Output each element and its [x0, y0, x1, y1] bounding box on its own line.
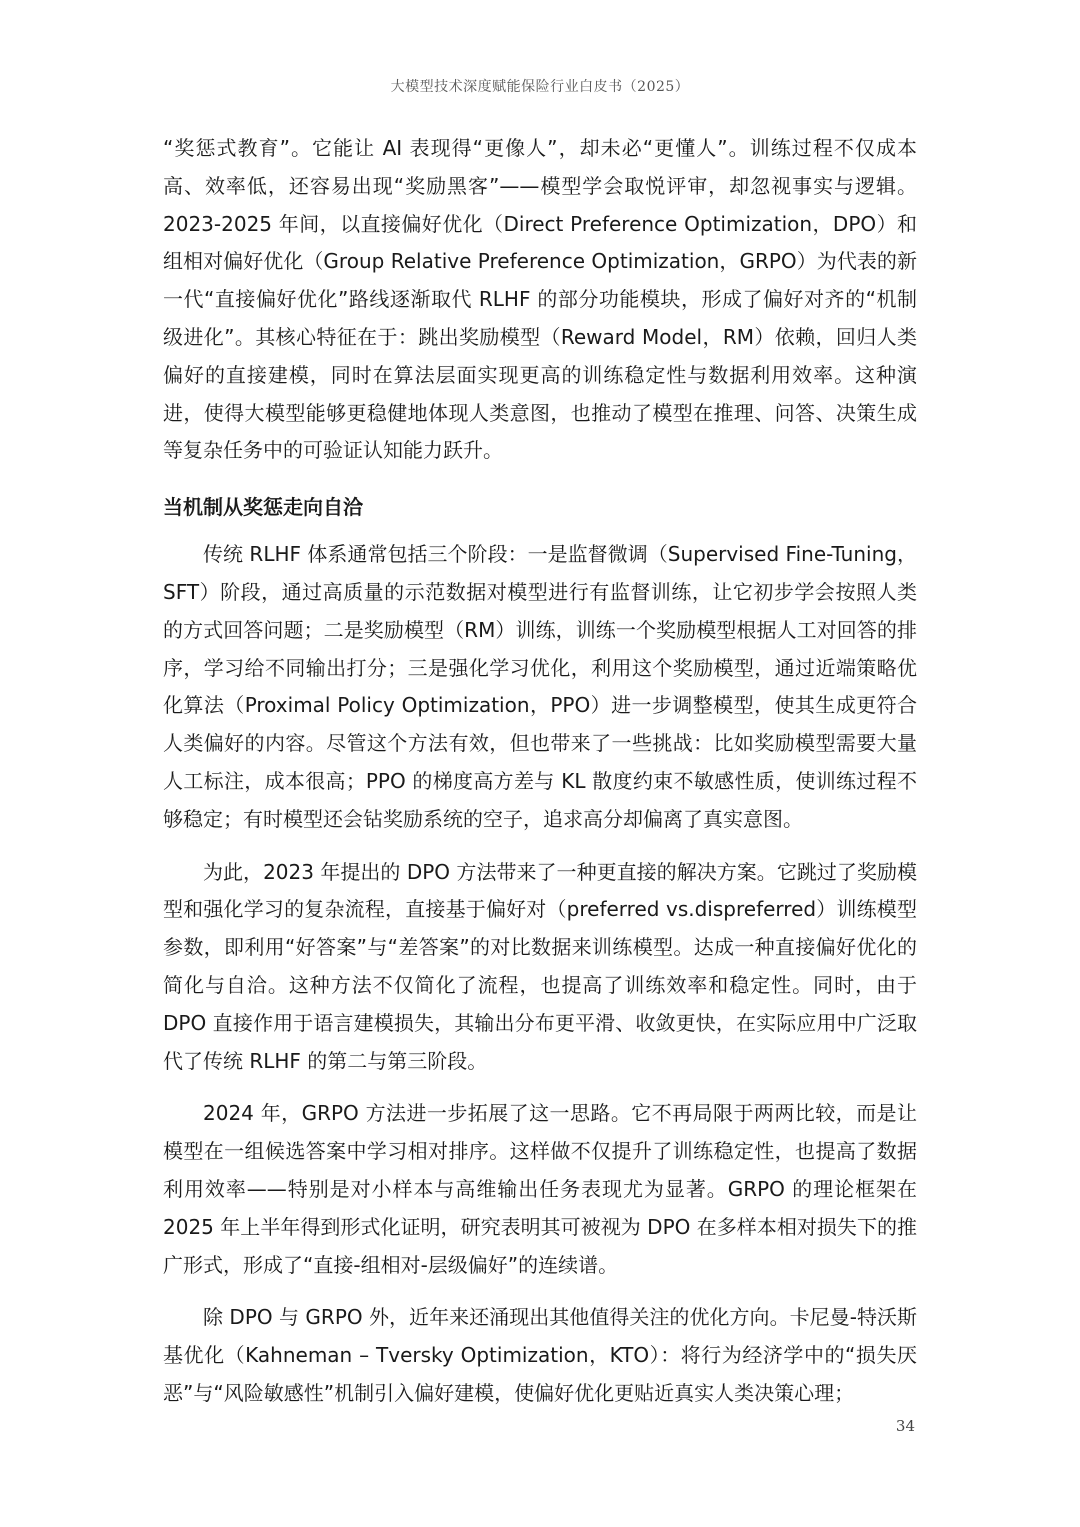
page-number: 34 — [895, 1417, 915, 1435]
paragraph-other-methods: 除 DPO 与 GRPO 外，近年来还涌现出其他值得关注的优化方向。卡尼曼-特沃斯基优化（Kahneman – Tversky Optimization，KTO）：将行为经济学中的“损失厌恶”与“风险敏感性”机制引入偏好建模，使偏好优化更贴近真实人类决策心理； — [163, 1305, 917, 1405]
section-heading: 当机制从奖惩走向自洽 — [163, 495, 363, 520]
paragraph-rlhf: 传统 RLHF 体系通常包括三个阶段：一是监督微调（Supervised Fine-Tuning，SFT）阶段，通过高质量的示范数据对模型进行有监督训练，让它初步学会按照人类的方式回答问题；二是奖励模型（RM）训练，训练一个奖励模型根据人工对回答的排序，学习给不同输出打分；三是强化学习优化，利用这个奖励模型，通过近端策略优化算法（Proximal Policy Optimization，PPO）进一步调整模型，使其生成更符合人类偏好的内容。尽管这个方法有效，但也带来了一些挑战：比如奖励模型需要大量人工标注，成本很高；PPO 的梯度高方差与 KL 散度约束不敏感性质，使训练过程不够稳定；有时模型还会钻奖励系统的空子，追求高分却偏离了真实意图。 — [163, 542, 917, 831]
running-header: 大模型技术深度赋能保险行业白皮书（2025） — [390, 79, 690, 95]
paragraph-grpo: 2024 年，GRPO 方法进一步拓展了这一思路。它不再局限于两两比较，而是让模型在一组候选答案中学习相对排序。这样做不仅提升了训练稳定性，也提高了数据利用效率——特别是对小样本与高维输出任务表现尤为显著。GRPO 的理论框架在 2025 年上半年得到形式化证明，研究表明其可被视为 DPO 在多样本相对损失下的推广形式，形成了“直接-组相对-层级偏好”的连续谱。 — [163, 1101, 917, 1277]
body-text — [163, 130, 917, 1413]
paragraph-dpo: 为此，2023 年提出的 DPO 方法带来了一种更直接的解决方案。它跳过了奖励模型和强化学习的复杂流程，直接基于偏好对（preferred vs.dispreferred）训练模型参数，即利用“好答案”与“差答案”的对比数据来训练模型。达成一种直接偏好优化的简化与自洽。这种方法不仅简化了流程，也提高了训练效率和稳定性。同时，由于 DPO 直接作用于语言建模损失，其输出分布更平滑、收敛更快，在实际应用中广泛取代了传统 RLHF 的第二与第三阶段。 — [163, 859, 917, 1073]
paragraph-intro: “奖惩式教育”。它能让 AI 表现得“更像人”，却未必“更懂人”。训练过程不仅成本高、效率低，还容易出现“奖励黑客”——模型学会取悦评审，却忽视事实与逻辑。2023-2025 年间，以直接偏好优化（Direct Preference Optimization，DPO）和组相对偏好优化（Group Relative Preference Optimization，GRPO）为代表的新一代“直接偏好优化”路线逐渐取代 RLHF 的部分功能模块，形成了偏好对齐的“机制级进化”。其核心特征在于：跳出奖励模型（Reward Model，RM）依赖，回归人类偏好的直接建模，同时在算法层面实现更高的训练稳定性与数据利用效率。这种演进，使得大模型能够更稳健地体现人类意图，也推动了模型在推理、问答、决策生成等复杂任务中的可验证认知能力跃升。 — [163, 136, 917, 463]
